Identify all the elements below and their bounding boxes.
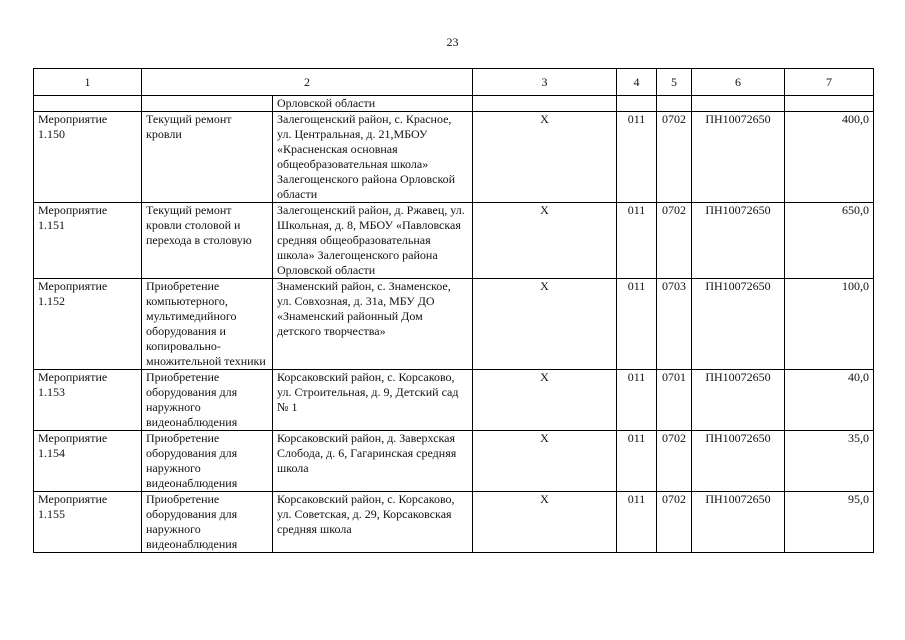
- header-cell: 4: [617, 69, 657, 96]
- col5-cell: 0702: [657, 431, 692, 492]
- table-header-row: [34, 69, 874, 96]
- measure-id: Мероприятие 1.150: [34, 112, 142, 203]
- amount-cell: 40,0: [785, 370, 874, 431]
- empty-cell: [692, 96, 785, 112]
- measure-id: Мероприятие 1.153: [34, 370, 142, 431]
- col4-cell: 011: [617, 370, 657, 431]
- col6-cell: ПН10072650: [692, 492, 785, 553]
- col5-cell: 0702: [657, 492, 692, 553]
- empty-cell: [473, 96, 617, 112]
- amount-cell: 400,0: [785, 112, 874, 203]
- col3-cell: Х: [473, 492, 617, 553]
- header-cell: 2: [142, 69, 473, 96]
- col3-cell: Х: [473, 279, 617, 370]
- measure-name: Приобретение оборудования для наружного видеонаблюдения: [142, 370, 273, 431]
- measure-id: Мероприятие 1.155: [34, 492, 142, 553]
- col6-cell: ПН10072650: [692, 112, 785, 203]
- table-row: [34, 370, 874, 431]
- col4-cell: 011: [617, 492, 657, 553]
- col3-cell: Х: [473, 431, 617, 492]
- amount-cell: 100,0: [785, 279, 874, 370]
- amount-cell: 650,0: [785, 203, 874, 279]
- col4-cell: 011: [617, 112, 657, 203]
- col4-cell: 011: [617, 203, 657, 279]
- header-cell: 7: [785, 69, 874, 96]
- amount-cell: 95,0: [785, 492, 874, 553]
- empty-cell: [785, 96, 874, 112]
- measure-id: Мероприятие 1.151: [34, 203, 142, 279]
- budget-table: [33, 68, 874, 553]
- measure-address: Залегощенский район, с. Красное, ул. Центральная, д. 21,МБОУ «Красненская основная общеобразовательная школа» Залегощенского района Орловской области: [273, 112, 473, 203]
- measure-address: Залегощенский район, д. Ржавец, ул. Школьная, д. 8, МБОУ «Павловская средняя общеобразовательная школа» Залегощенского района Орловской области: [273, 203, 473, 279]
- col6-cell: ПН10072650: [692, 203, 785, 279]
- measure-id: Мероприятие 1.154: [34, 431, 142, 492]
- page-number: 23: [446, 35, 459, 49]
- empty-cell: [34, 96, 142, 112]
- col6-cell: ПН10072650: [692, 279, 785, 370]
- table-row: [34, 279, 874, 370]
- measure-address: Корсаковский район, с. Корсаково, ул. Строительная, д. 9, Детский сад № 1: [273, 370, 473, 431]
- col5-cell: 0701: [657, 370, 692, 431]
- measure-address: Корсаковский район, д. Заверхская Слобода, д. 6, Гагаринская средняя школа: [273, 431, 473, 492]
- col5-cell: 0702: [657, 203, 692, 279]
- col3-cell: Х: [473, 370, 617, 431]
- header-cell: 1: [34, 69, 142, 96]
- table-row: [34, 431, 874, 492]
- col4-cell: 011: [617, 279, 657, 370]
- empty-cell: [142, 96, 273, 112]
- header-cell: 6: [692, 69, 785, 96]
- amount-cell: 35,0: [785, 431, 874, 492]
- measure-name: Текущий ремонт кровли: [142, 112, 273, 203]
- table-row: [34, 492, 874, 553]
- col6-cell: ПН10072650: [692, 370, 785, 431]
- measure-name: Приобретение оборудования для наружного видеонаблюдения: [142, 492, 273, 553]
- empty-cell: [617, 96, 657, 112]
- measure-address: Корсаковский район, с. Корсаково, ул. Советская, д. 29, Корсаковская средняя школа: [273, 492, 473, 553]
- col5-cell: 0702: [657, 112, 692, 203]
- table-row: [34, 112, 874, 203]
- col4-cell: 011: [617, 431, 657, 492]
- measure-name: Приобретение оборудования для наружного видеонаблюдения: [142, 431, 273, 492]
- col5-cell: 0703: [657, 279, 692, 370]
- header-cell: 5: [657, 69, 692, 96]
- continuation-row: [34, 96, 874, 112]
- measure-address: Знаменский район, с. Знаменское, ул. Совхозная, д. 31а, МБУ ДО «Знаменский районный Дом детского творчества»: [273, 279, 473, 370]
- col3-cell: Х: [473, 112, 617, 203]
- continuation-text: Орловской области: [273, 96, 473, 112]
- measure-id: Мероприятие 1.152: [34, 279, 142, 370]
- measure-name: Приобретение компьютерного, мультимедийного оборудования и копировально-множительной техники: [142, 279, 273, 370]
- table-row: [34, 203, 874, 279]
- empty-cell: [657, 96, 692, 112]
- col3-cell: Х: [473, 203, 617, 279]
- col6-cell: ПН10072650: [692, 431, 785, 492]
- measure-name: Текущий ремонт кровли столовой и перехода в столовую: [142, 203, 273, 279]
- header-cell: 3: [473, 69, 617, 96]
